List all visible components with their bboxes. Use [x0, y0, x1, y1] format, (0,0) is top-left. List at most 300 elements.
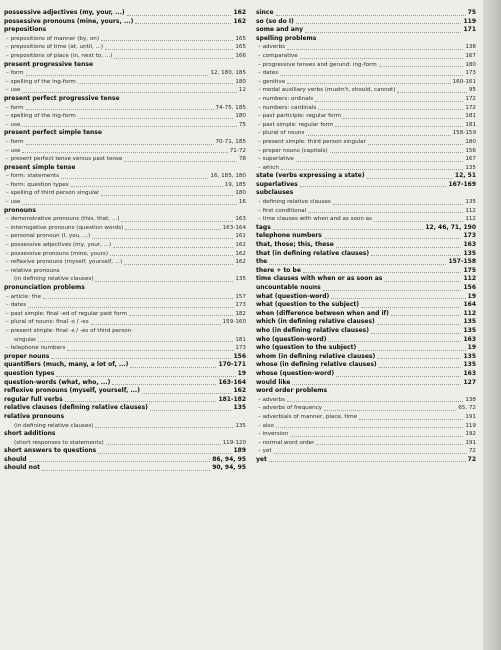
dot-leader [333, 204, 463, 205]
page-reference: 78 [238, 156, 246, 163]
index-entry [4, 413, 246, 422]
index-term: quantifiers (much, many, a lot of, ...) [4, 361, 129, 369]
index-term: – telephone numbers [6, 345, 66, 352]
dot-leader [269, 461, 466, 462]
dot-leader [124, 161, 237, 162]
dot-leader [22, 204, 236, 205]
index-entry [256, 327, 476, 336]
index-entry [4, 275, 246, 284]
page-reference: 72 [467, 455, 476, 463]
page-reference: 162 [233, 387, 246, 395]
page-reference: 19 [467, 344, 476, 352]
index-term: – form [6, 138, 24, 145]
page-reference: 112 [465, 216, 476, 223]
index-term: – adverbs [258, 396, 286, 403]
index-column-left [4, 9, 246, 473]
page-reference: 163 [463, 335, 476, 343]
index-entry [4, 293, 246, 302]
index-entry [256, 138, 476, 147]
page-reference: 159-160 [222, 319, 246, 326]
page-reference: 19, 185 [224, 181, 246, 188]
index-term: – present simple: third person singular [258, 138, 366, 145]
index-entry [256, 241, 476, 250]
dot-leader [273, 229, 424, 230]
index-entry [256, 35, 476, 44]
dot-leader [112, 384, 216, 385]
index-term: – which [258, 164, 279, 171]
page-reference: 12 [238, 87, 246, 94]
index-entry [256, 370, 476, 379]
dot-leader [371, 333, 461, 334]
index-term: so (so do I) [256, 17, 294, 25]
index-term: – spelling of third person singular [6, 190, 100, 197]
index-entry [4, 86, 246, 95]
index-entry [256, 456, 476, 465]
index-term: – interrogative pronouns (question words) [6, 224, 124, 231]
dot-leader [130, 367, 216, 368]
index-term: present perfect simple tense [4, 129, 102, 137]
dot-leader [368, 144, 463, 145]
index-entry [4, 95, 246, 104]
index-entry [4, 52, 246, 61]
index-term: present perfect progressive tense [4, 94, 120, 102]
dot-leader [125, 229, 220, 230]
index-term: – form: statements [6, 173, 59, 180]
dot-leader [280, 75, 463, 76]
index-entry [256, 78, 476, 87]
page-reference: 173 [465, 70, 476, 77]
dot-leader [38, 341, 233, 342]
dot-leader [92, 238, 233, 239]
index-term: which (in defining relative clauses) [256, 318, 375, 326]
index-term: the [256, 258, 268, 266]
index-entry [4, 26, 246, 35]
page-reference: 158-159 [452, 130, 476, 137]
index-entry [256, 181, 476, 190]
index-entry [4, 129, 246, 138]
page-reference: 163 [463, 369, 476, 377]
index-term: would like [256, 378, 291, 386]
index-entry [256, 301, 476, 310]
index-entry [4, 447, 246, 456]
dot-leader [359, 419, 463, 420]
index-entry [4, 78, 246, 87]
index-term: – plural of nouns: final -s / -es [6, 319, 89, 326]
page-reference: 173 [235, 302, 246, 309]
index-entry [256, 121, 476, 130]
index-term: should [4, 455, 27, 463]
dot-leader [95, 281, 233, 282]
dot-leader [296, 23, 462, 24]
page-reference: 171 [463, 26, 476, 34]
index-entry [4, 189, 246, 198]
page-reference: 162 [235, 242, 246, 249]
index-term: – adverbs [258, 44, 286, 51]
dot-leader [305, 32, 461, 33]
page-reference: 16 [238, 199, 246, 206]
page-reference: 19 [467, 292, 476, 300]
index-entry [4, 344, 246, 353]
dot-leader [300, 186, 447, 187]
index-entry [4, 404, 246, 413]
page-reference: 135 [463, 352, 476, 360]
page-reference: 192 [465, 431, 476, 438]
index-entry [256, 258, 476, 267]
index-entry [256, 189, 476, 198]
index-term: short answers to questions [4, 447, 97, 455]
index-entry [256, 129, 476, 138]
index-term: reflexive pronouns (myself, yourself, ...) [4, 387, 140, 395]
index-entry [4, 121, 246, 130]
index-term: what (question-word) [256, 292, 330, 300]
page-reference: 160-161 [452, 78, 476, 85]
index-entry [256, 267, 476, 276]
dot-leader [51, 358, 231, 359]
dot-leader [135, 23, 231, 24]
index-term: – yet [258, 448, 272, 455]
index-entry [256, 379, 476, 388]
index-entry [4, 464, 246, 473]
dot-leader [358, 350, 465, 351]
dot-leader [331, 298, 465, 299]
dot-leader [113, 247, 233, 248]
page-reference: 75 [467, 9, 476, 16]
page-reference: 164 [463, 301, 476, 309]
index-entry [4, 361, 246, 370]
index-term: – modal auxiliary verbs (mustn't, should, cannot) [258, 87, 396, 94]
index-entry [4, 61, 246, 70]
index-term: who (in defining relative clauses) [256, 326, 369, 334]
index-entry [256, 439, 476, 448]
page-reference: 156 [465, 147, 476, 154]
index-term: – adverbs of frequency [258, 405, 323, 412]
index-entry [4, 318, 246, 327]
index-term: – adverbials of manner, place, time [258, 413, 358, 420]
dot-leader [328, 341, 461, 342]
dot-leader [26, 109, 214, 110]
page-reference: 112 [463, 309, 476, 317]
page-reference: 119-120 [222, 439, 246, 446]
index-entry [4, 396, 246, 405]
book-page-edge [483, 0, 501, 650]
dot-leader [42, 470, 210, 471]
page-reference: 127 [463, 378, 476, 386]
page-reference: 180 [465, 61, 476, 68]
dot-leader [95, 427, 233, 428]
index-entry [256, 413, 476, 422]
index-term: question types [4, 369, 55, 377]
index-entry [4, 43, 246, 52]
index-term: (in defining relative clauses) [14, 422, 94, 429]
index-term: should not [4, 464, 40, 472]
index-entry [4, 422, 246, 431]
page-reference: 180 [235, 78, 246, 85]
index-entry [256, 207, 476, 216]
dot-leader [281, 169, 463, 170]
index-term: – use [6, 199, 21, 206]
page-reference: 162 [233, 17, 246, 25]
dot-leader [303, 272, 462, 273]
index-entry [256, 95, 476, 104]
page-reference: 167 [465, 52, 476, 59]
index-entry [4, 387, 246, 396]
dot-leader [274, 453, 467, 454]
index-entry [4, 215, 246, 224]
index-entry [4, 430, 246, 439]
index-term: – use [6, 121, 21, 128]
page-reference: 75 [238, 121, 246, 128]
index-term: what (question to the subject) [256, 301, 359, 309]
index-entry [256, 215, 476, 224]
dot-leader [335, 126, 463, 127]
page-reference: 157 [235, 293, 246, 300]
index-term: – possessive adjectives (my, your, ...) [6, 242, 112, 249]
index-term: – demonstrative pronouns (this, that, ...) [6, 216, 120, 223]
index-entry [256, 112, 476, 121]
index-term: whose (question-word) [256, 369, 335, 377]
page-reference: 180 [235, 113, 246, 120]
index-entry [4, 439, 246, 448]
page-reference: 138 [465, 44, 476, 51]
index-term: – dates [6, 302, 27, 309]
dot-leader [28, 307, 233, 308]
index-entry [256, 404, 476, 413]
page-reference: 135 [235, 422, 246, 429]
index-column-right [256, 9, 476, 464]
index-entry [256, 430, 476, 439]
dot-leader [315, 101, 463, 102]
page-reference: 170-171 [218, 361, 246, 369]
index-entry [4, 241, 246, 250]
page-reference: 181-182 [218, 395, 246, 403]
index-term: – numbers: cardinals [258, 104, 317, 111]
index-term: question-words (what, who, ...) [4, 378, 111, 386]
page-reference: 135 [465, 199, 476, 206]
dot-leader [22, 152, 227, 153]
index-term: when (difference between when and if) [256, 309, 389, 317]
dot-leader [290, 436, 463, 437]
index-entry [256, 396, 476, 405]
dot-leader [65, 401, 217, 402]
index-term: – article: the [6, 293, 41, 300]
index-term: – spelling of the ing-form [6, 113, 76, 120]
index-entry [256, 172, 476, 181]
index-entry [4, 224, 246, 233]
index-term: prepositions [4, 26, 47, 34]
index-term: – inversion [258, 431, 289, 438]
dot-leader [110, 255, 233, 256]
index-term: singular [14, 336, 37, 343]
index-term: possessive pronouns (mine, yours, ...) [4, 17, 134, 25]
page-reference: 173 [235, 345, 246, 352]
dot-leader [105, 49, 233, 50]
page-reference: 191 [465, 439, 476, 446]
dot-leader [26, 75, 209, 76]
page-reference: 112 [465, 207, 476, 214]
dot-leader [377, 324, 462, 325]
index-entry [4, 35, 246, 44]
page-reference: 95 [468, 87, 476, 94]
page-reference: 71-72 [229, 147, 246, 154]
index-entry [256, 250, 476, 259]
index-term: tags [256, 223, 271, 231]
index-term: – present simple: final -s / -es of third person [6, 327, 132, 334]
dot-leader [397, 92, 466, 93]
dot-leader [276, 15, 466, 16]
index-term: (short responses to statements) [14, 439, 104, 446]
index-entry [256, 310, 476, 319]
dot-leader [330, 152, 464, 153]
page-reference: 12, 46, 71, 190 [425, 223, 476, 231]
index-term: – numbers: ordinals [258, 95, 314, 102]
index-term: – prepositions of place (in, next to, ...) [6, 52, 113, 59]
page-reference: 167-169 [448, 180, 476, 188]
index-term: – dates [258, 70, 279, 77]
index-entry [4, 112, 246, 121]
page-reference: 19 [237, 369, 246, 377]
index-entry [256, 9, 476, 18]
index-term: that (in defining relative clauses) [256, 249, 370, 257]
dot-leader [296, 161, 464, 162]
index-entry [256, 447, 476, 456]
page-reference: 138 [465, 396, 476, 403]
index-term: – past participle: regular form [258, 113, 342, 120]
dot-leader [150, 410, 232, 411]
page-reference: 119 [465, 422, 476, 429]
page-reference: 175 [463, 266, 476, 274]
index-term: – past simple: final -ed of regular past form [6, 310, 128, 317]
page-reference: 135 [235, 276, 246, 283]
index-entry [4, 379, 246, 388]
index-term: – proper nouns (capitals) [258, 147, 328, 154]
index-term: – prepositions of time (at, until, ...) [6, 44, 104, 51]
index-term: – comparative [258, 52, 298, 59]
index-term: some and any [256, 26, 304, 34]
index-term: – reflexive pronouns (myself, yourself, ...) [6, 259, 123, 266]
dot-leader [300, 58, 464, 59]
page-reference: 172 [465, 104, 476, 111]
index-term: – possessive pronouns (mine, yours) [6, 250, 109, 257]
index-entry [4, 172, 246, 181]
page-reference: 90, 94, 95 [212, 464, 246, 472]
dot-leader [379, 66, 464, 67]
index-entry [4, 164, 246, 173]
dot-leader [343, 118, 463, 119]
page-reference: 74-75, 185 [215, 104, 246, 111]
index-term: since [256, 9, 274, 16]
page-reference: 163-164 [222, 224, 246, 231]
dot-leader [318, 109, 463, 110]
index-entry [256, 224, 476, 233]
index-term: telephone numbers [256, 232, 322, 240]
index-entry [4, 138, 246, 147]
index-entry [4, 258, 246, 267]
index-term: – defining relative clauses [258, 199, 331, 206]
index-term: spelling problems [256, 34, 317, 42]
page-reference: 135 [463, 318, 476, 326]
dot-leader [374, 221, 463, 222]
index-entry [256, 52, 476, 61]
index-term: whose (in defining relative clauses) [256, 361, 377, 369]
dot-leader [287, 49, 463, 50]
page-reference: 162 [233, 9, 246, 16]
index-entry [256, 344, 476, 353]
dot-leader [323, 290, 462, 291]
index-entry [4, 336, 246, 345]
dot-leader [379, 367, 462, 368]
index-entry [256, 164, 476, 173]
index-term: short additions [4, 430, 56, 438]
index-term: – form [6, 70, 24, 77]
dot-leader [142, 393, 232, 394]
index-entry [256, 275, 476, 284]
page-reference: 112 [463, 275, 476, 283]
dot-leader [98, 453, 231, 454]
index-term: – also [258, 422, 274, 429]
index-entry [256, 147, 476, 156]
dot-leader [336, 247, 462, 248]
dot-leader [29, 461, 211, 462]
page-reference: 86, 94, 95 [212, 455, 246, 463]
dot-leader [384, 281, 461, 282]
index-entry [256, 198, 476, 207]
index-entry [256, 293, 476, 302]
index-entry [4, 147, 246, 156]
index-entry [4, 353, 246, 362]
index-term: – relative pronouns [6, 267, 60, 274]
index-term: present progressive tense [4, 60, 94, 68]
index-entry [4, 69, 246, 78]
index-term: proper nouns [4, 352, 50, 360]
dot-leader [316, 444, 463, 445]
page-reference: 163-164 [218, 378, 246, 386]
page-reference: 180 [465, 138, 476, 145]
dot-leader [26, 144, 214, 145]
index-term: – spelling of the ing-form [6, 78, 76, 85]
index-entry [256, 318, 476, 327]
dot-leader [101, 195, 233, 196]
index-term: – use [6, 87, 21, 94]
page-reference: 135 [233, 404, 246, 412]
index-term: who (question to the subject) [256, 344, 357, 352]
index-term: present simple tense [4, 163, 76, 171]
index-term: word order problems [256, 387, 328, 395]
page-reference: 156 [463, 284, 476, 291]
index-entry [4, 104, 246, 113]
index-term: – genitive [258, 78, 286, 85]
index-entry [256, 69, 476, 78]
dot-leader [106, 444, 221, 445]
page-reference: 163 [235, 216, 246, 223]
dot-leader [114, 58, 233, 59]
dot-leader [67, 350, 233, 351]
index-entry [4, 284, 246, 293]
page-reference: 173 [463, 232, 476, 240]
index-entry [256, 18, 476, 27]
page-reference: 156 [233, 352, 246, 360]
dot-leader [276, 427, 463, 428]
page-reference: 72 [468, 448, 476, 455]
index-entry [256, 86, 476, 95]
index-entry [4, 456, 246, 465]
index-term: – plural of nouns [258, 130, 305, 137]
index-entry [256, 26, 476, 35]
index-entry [4, 310, 246, 319]
dot-leader [78, 83, 233, 84]
page-reference: 16, 185, 180 [210, 173, 246, 180]
dot-leader [22, 92, 236, 93]
index-term: there + to be [256, 266, 301, 274]
